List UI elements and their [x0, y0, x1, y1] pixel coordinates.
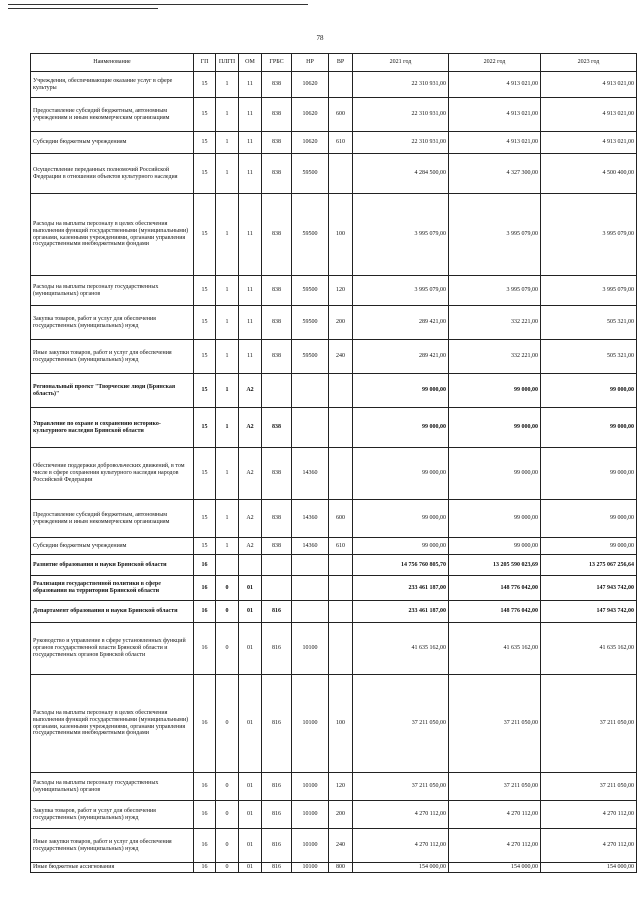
cell-om: 01 [239, 829, 262, 863]
cell-grbs: 838 [262, 340, 292, 374]
cell-plgp: 0 [216, 829, 239, 863]
cell-grbs: 838 [262, 194, 292, 276]
cell-grbs: 816 [262, 675, 292, 773]
cell-2021: 154 000,00 [353, 863, 449, 873]
col-header-gp: ГП [194, 54, 216, 72]
cell-om: 01 [239, 675, 262, 773]
table-row [31, 863, 637, 873]
cell-vr [329, 374, 353, 408]
cell-gp: 15 [194, 194, 216, 276]
cell-plgp [216, 555, 239, 576]
cell-gp: 15 [194, 154, 216, 194]
cell-2021: 4 270 112,00 [353, 801, 449, 829]
cell-2022: 4 913 021,00 [449, 72, 541, 98]
cell-2022: 148 776 042,00 [449, 576, 541, 601]
cell-vr: 600 [329, 500, 353, 538]
cell-2022: 154 000,00 [449, 863, 541, 873]
cell-gp: 16 [194, 623, 216, 675]
cell-plgp: 1 [216, 154, 239, 194]
cell-name: Закупка товаров, работ и услуг для обеспечения государственных (муниципальных) нужд [31, 306, 194, 340]
cell-plgp: 1 [216, 72, 239, 98]
top-rule [8, 4, 308, 5]
cell-2022: 3 995 079,00 [449, 276, 541, 306]
cell-2022: 332 221,00 [449, 306, 541, 340]
cell-nr: 14360 [292, 448, 329, 500]
cell-gp: 15 [194, 538, 216, 555]
cell-2023: 99 000,00 [541, 408, 637, 448]
table-row [31, 675, 637, 773]
cell-2021: 99 000,00 [353, 448, 449, 500]
cell-vr [329, 576, 353, 601]
cell-2023: 37 211 050,00 [541, 675, 637, 773]
cell-name: Департамент образования и науки Брянской области [31, 601, 194, 623]
cell-nr: 10620 [292, 132, 329, 154]
table-row [31, 306, 637, 340]
cell-2023: 505 321,00 [541, 340, 637, 374]
cell-2021: 4 284 500,00 [353, 154, 449, 194]
cell-nr: 10100 [292, 801, 329, 829]
cell-om: 11 [239, 340, 262, 374]
cell-name: Иные закупки товаров, работ и услуг для обеспечения государственных (муниципальных) нужд [31, 340, 194, 374]
cell-plgp: 0 [216, 773, 239, 801]
cell-2021: 99 000,00 [353, 500, 449, 538]
cell-2022: 3 995 079,00 [449, 194, 541, 276]
cell-2021: 3 995 079,00 [353, 194, 449, 276]
cell-grbs: 838 [262, 98, 292, 132]
cell-grbs: 838 [262, 500, 292, 538]
cell-2023: 4 913 021,00 [541, 132, 637, 154]
table-row [31, 601, 637, 623]
cell-om: A2 [239, 538, 262, 555]
cell-plgp: 0 [216, 623, 239, 675]
table-row [31, 448, 637, 500]
col-header-nr: НР [292, 54, 329, 72]
cell-vr: 100 [329, 194, 353, 276]
cell-grbs: 838 [262, 448, 292, 500]
cell-gp: 16 [194, 863, 216, 873]
cell-gp: 16 [194, 576, 216, 601]
cell-nr: 59500 [292, 276, 329, 306]
cell-om: 01 [239, 576, 262, 601]
cell-grbs: 838 [262, 306, 292, 340]
cell-2021: 99 000,00 [353, 374, 449, 408]
cell-2023: 99 000,00 [541, 448, 637, 500]
cell-om: 01 [239, 623, 262, 675]
cell-2022: 4 913 021,00 [449, 98, 541, 132]
col-header-om: ОМ [239, 54, 262, 72]
cell-plgp: 1 [216, 132, 239, 154]
cell-nr: 10620 [292, 72, 329, 98]
top-rule-short [8, 8, 158, 9]
cell-2022: 37 211 050,00 [449, 675, 541, 773]
cell-gp: 15 [194, 306, 216, 340]
table-row [31, 500, 637, 538]
col-header-name: Наименование [31, 54, 194, 72]
table-row [31, 801, 637, 829]
cell-2023: 4 270 112,00 [541, 829, 637, 863]
cell-om: 01 [239, 601, 262, 623]
cell-nr: 59500 [292, 154, 329, 194]
cell-vr: 120 [329, 773, 353, 801]
cell-gp: 16 [194, 601, 216, 623]
cell-gp: 15 [194, 132, 216, 154]
cell-vr: 200 [329, 801, 353, 829]
cell-2022: 332 221,00 [449, 340, 541, 374]
cell-nr: 10100 [292, 829, 329, 863]
cell-om: 11 [239, 154, 262, 194]
cell-2021: 37 211 050,00 [353, 773, 449, 801]
cell-2022: 13 205 590 023,69 [449, 555, 541, 576]
cell-om: 11 [239, 194, 262, 276]
table-row [31, 576, 637, 601]
cell-2022: 4 270 112,00 [449, 801, 541, 829]
budget-table [30, 53, 637, 873]
cell-nr: 10620 [292, 98, 329, 132]
cell-vr: 120 [329, 276, 353, 306]
cell-2023: 99 000,00 [541, 500, 637, 538]
cell-om: 01 [239, 773, 262, 801]
cell-2021: 22 310 931,00 [353, 98, 449, 132]
cell-name: Развитие образования и науки Брянской области [31, 555, 194, 576]
cell-om: 11 [239, 306, 262, 340]
cell-grbs: 816 [262, 801, 292, 829]
cell-grbs: 816 [262, 829, 292, 863]
cell-vr [329, 555, 353, 576]
cell-name: Осуществление переданных полномочий Российской Федерации в отношении объектов культурного наследия [31, 154, 194, 194]
cell-gp: 15 [194, 340, 216, 374]
cell-plgp: 1 [216, 408, 239, 448]
col-header-2023: 2023 год [541, 54, 637, 72]
cell-om: 01 [239, 801, 262, 829]
cell-om: 11 [239, 132, 262, 154]
cell-vr: 240 [329, 340, 353, 374]
cell-plgp: 0 [216, 576, 239, 601]
cell-vr [329, 448, 353, 500]
cell-2021: 14 756 760 805,70 [353, 555, 449, 576]
cell-grbs: 838 [262, 538, 292, 555]
cell-2023: 99 000,00 [541, 538, 637, 555]
cell-2022: 148 776 042,00 [449, 601, 541, 623]
cell-grbs [262, 576, 292, 601]
cell-2023: 13 275 067 256,64 [541, 555, 637, 576]
cell-om: A2 [239, 374, 262, 408]
cell-nr: 59500 [292, 194, 329, 276]
cell-vr: 800 [329, 863, 353, 873]
cell-plgp: 0 [216, 801, 239, 829]
cell-name: Расходы на выплаты персоналу государственных (муниципальных) органов [31, 773, 194, 801]
cell-name: Учреждения, обеспечивающие оказание услуг в сфере культуры [31, 72, 194, 98]
cell-plgp: 0 [216, 675, 239, 773]
cell-om: A2 [239, 500, 262, 538]
cell-gp: 16 [194, 829, 216, 863]
cell-om: A2 [239, 408, 262, 448]
cell-vr [329, 72, 353, 98]
cell-vr: 200 [329, 306, 353, 340]
cell-gp: 16 [194, 773, 216, 801]
cell-nr: 14360 [292, 500, 329, 538]
cell-name: Иные закупки товаров, работ и услуг для обеспечения государственных (муниципальных) нужд [31, 829, 194, 863]
cell-grbs: 838 [262, 276, 292, 306]
cell-plgp: 0 [216, 863, 239, 873]
table-row [31, 194, 637, 276]
cell-2023: 4 913 021,00 [541, 98, 637, 132]
cell-vr [329, 623, 353, 675]
cell-gp: 16 [194, 675, 216, 773]
cell-2021: 37 211 050,00 [353, 675, 449, 773]
cell-name: Обеспечение поддержки добровольческих движений, в том числе в сфере сохранения культурного наследия народов Российской Федерации [31, 448, 194, 500]
cell-2022: 99 000,00 [449, 538, 541, 555]
cell-2023: 37 211 050,00 [541, 773, 637, 801]
cell-vr [329, 408, 353, 448]
cell-2021: 3 995 079,00 [353, 276, 449, 306]
cell-2021: 233 461 187,00 [353, 601, 449, 623]
cell-2022: 4 327 300,00 [449, 154, 541, 194]
table-row [31, 132, 637, 154]
cell-2022: 99 000,00 [449, 500, 541, 538]
cell-nr [292, 576, 329, 601]
cell-2023: 3 995 079,00 [541, 276, 637, 306]
cell-nr: 10100 [292, 773, 329, 801]
cell-gp: 16 [194, 801, 216, 829]
cell-plgp: 1 [216, 448, 239, 500]
cell-gp: 15 [194, 448, 216, 500]
table-row [31, 374, 637, 408]
cell-plgp: 1 [216, 306, 239, 340]
cell-om: A2 [239, 448, 262, 500]
cell-2023: 4 270 112,00 [541, 801, 637, 829]
cell-om: 01 [239, 863, 262, 873]
cell-gp: 15 [194, 276, 216, 306]
cell-plgp: 1 [216, 500, 239, 538]
cell-2023: 147 943 742,00 [541, 576, 637, 601]
cell-om: 11 [239, 98, 262, 132]
cell-name: Предоставление субсидий бюджетным, автономным учреждениям и иным некоммерческим организациям [31, 500, 194, 538]
cell-2021: 289 421,00 [353, 340, 449, 374]
cell-nr [292, 601, 329, 623]
col-header-2022: 2022 год [449, 54, 541, 72]
cell-grbs: 838 [262, 132, 292, 154]
cell-name: Расходы на выплаты персоналу в целях обеспечения выполнения функций государственными (муниципальными) органами, казенными учреждениями, органами управления государственными внебюджетными фондами [31, 675, 194, 773]
cell-2022: 37 211 050,00 [449, 773, 541, 801]
col-header-grbs: ГРБС [262, 54, 292, 72]
cell-name: Иные бюджетные ассигнования [31, 863, 194, 873]
table-row [31, 72, 637, 98]
col-header-vr: ВР [329, 54, 353, 72]
cell-2021: 41 635 162,00 [353, 623, 449, 675]
cell-2023: 4 500 400,00 [541, 154, 637, 194]
cell-2021: 22 310 931,00 [353, 72, 449, 98]
table-row [31, 154, 637, 194]
cell-grbs [262, 374, 292, 408]
cell-name: Предоставление субсидий бюджетным, автономным учреждениям и иным некоммерческим организациям [31, 98, 194, 132]
cell-plgp: 1 [216, 340, 239, 374]
table-row [31, 829, 637, 863]
cell-plgp: 1 [216, 374, 239, 408]
cell-nr [292, 374, 329, 408]
cell-vr: 610 [329, 132, 353, 154]
cell-2021: 233 461 187,00 [353, 576, 449, 601]
cell-gp: 15 [194, 408, 216, 448]
cell-name: Региональный проект "Творческие люди (Брянская область)" [31, 374, 194, 408]
table-row [31, 340, 637, 374]
cell-om: 11 [239, 72, 262, 98]
cell-plgp: 0 [216, 601, 239, 623]
cell-nr: 14360 [292, 538, 329, 555]
table-row [31, 773, 637, 801]
header-row [31, 54, 637, 72]
cell-name: Расходы на выплаты персоналу государственных (муниципальных) органов [31, 276, 194, 306]
cell-2021: 99 000,00 [353, 538, 449, 555]
cell-nr [292, 555, 329, 576]
page-number: 78 [316, 34, 324, 42]
cell-vr: 100 [329, 675, 353, 773]
cell-name: Субсидии бюджетным учреждениям [31, 538, 194, 555]
cell-grbs: 816 [262, 773, 292, 801]
table-row [31, 276, 637, 306]
cell-2023: 4 913 021,00 [541, 72, 637, 98]
cell-2021: 4 270 112,00 [353, 829, 449, 863]
cell-name: Руководство и управление в сфере установленных функций органов государственной власти Брянской области и государственных органов Брянской области [31, 623, 194, 675]
cell-2023: 154 000,00 [541, 863, 637, 873]
cell-2022: 99 000,00 [449, 408, 541, 448]
cell-gp: 15 [194, 72, 216, 98]
cell-2023: 505 321,00 [541, 306, 637, 340]
cell-vr [329, 154, 353, 194]
cell-nr: 59500 [292, 306, 329, 340]
cell-2023: 147 943 742,00 [541, 601, 637, 623]
cell-name: Расходы на выплаты персоналу в целях обеспечения выполнения функций государственными (муниципальными) органами, казенными учреждениями, органами управления государственными внебюджетными фондами [31, 194, 194, 276]
cell-plgp: 1 [216, 194, 239, 276]
cell-vr: 610 [329, 538, 353, 555]
cell-grbs: 816 [262, 601, 292, 623]
cell-name: Реализация государственной политики в сфере образования на территории Брянской области [31, 576, 194, 601]
table-row [31, 538, 637, 555]
cell-vr: 240 [329, 829, 353, 863]
cell-vr [329, 601, 353, 623]
table-row [31, 408, 637, 448]
cell-grbs: 816 [262, 623, 292, 675]
cell-plgp: 1 [216, 538, 239, 555]
cell-grbs [262, 555, 292, 576]
col-header-plgp: ПЛГП [216, 54, 239, 72]
cell-grbs: 838 [262, 408, 292, 448]
cell-vr: 600 [329, 98, 353, 132]
cell-grbs: 838 [262, 154, 292, 194]
table-row [31, 555, 637, 576]
cell-2022: 99 000,00 [449, 374, 541, 408]
cell-plgp: 1 [216, 276, 239, 306]
cell-gp: 15 [194, 500, 216, 538]
cell-plgp: 1 [216, 98, 239, 132]
cell-gp: 16 [194, 555, 216, 576]
cell-2023: 3 995 079,00 [541, 194, 637, 276]
table-row [31, 623, 637, 675]
cell-nr: 10100 [292, 863, 329, 873]
cell-2022: 4 913 021,00 [449, 132, 541, 154]
cell-2021: 289 421,00 [353, 306, 449, 340]
cell-gp: 15 [194, 98, 216, 132]
cell-2022: 4 270 112,00 [449, 829, 541, 863]
cell-om [239, 555, 262, 576]
cell-nr: 10100 [292, 675, 329, 773]
cell-name: Субсидии бюджетным учреждениям [31, 132, 194, 154]
cell-2022: 99 000,00 [449, 448, 541, 500]
cell-nr [292, 408, 329, 448]
cell-om: 11 [239, 276, 262, 306]
cell-2023: 41 635 162,00 [541, 623, 637, 675]
cell-2023: 99 000,00 [541, 374, 637, 408]
cell-nr: 10100 [292, 623, 329, 675]
cell-2022: 41 635 162,00 [449, 623, 541, 675]
cell-grbs: 816 [262, 863, 292, 873]
cell-gp: 15 [194, 374, 216, 408]
cell-grbs: 838 [262, 72, 292, 98]
col-header-2021: 2021 год [353, 54, 449, 72]
cell-nr: 59500 [292, 340, 329, 374]
cell-2021: 99 000,00 [353, 408, 449, 448]
table-row [31, 98, 637, 132]
cell-name: Закупка товаров, работ и услуг для обеспечения государственных (муниципальных) нужд [31, 801, 194, 829]
cell-name: Управление по охране и сохранению историко-культурного наследия Брянской области [31, 408, 194, 448]
cell-2021: 22 310 931,00 [353, 132, 449, 154]
